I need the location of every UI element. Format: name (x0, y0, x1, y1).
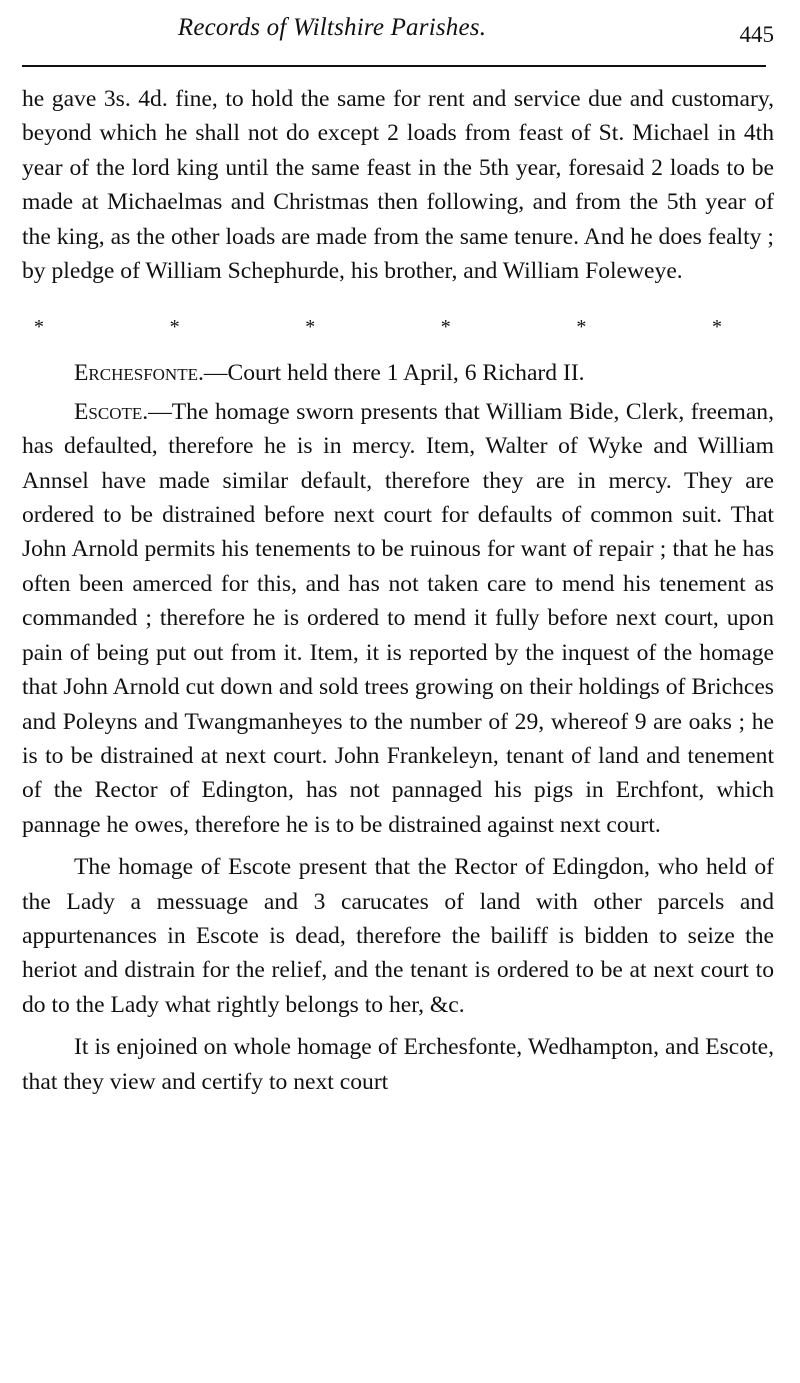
separator-star: * (711, 316, 722, 339)
body-text (22, 82, 774, 1099)
court-heading (22, 356, 774, 390)
court-place: Erchesfonte. (74, 360, 204, 387)
section-separator (22, 312, 774, 342)
separator-star: * (440, 316, 451, 339)
paragraph-text: —The homage sworn presents that William Bide, Clerk, freeman, has defaulted, therefore he is in mercy. Item, Walter of Wyke and William Annsel have made similar default, therefore they are in mercy. They are ordered to be distrained before next court for defaults of common suit. That John Arnold permits his tenements to be ruinous for want of repair ; that he has often been amerced for this, and has not taken care to mend his tenement as commanded ; therefore he is ordered to mend it fully before next court, upon pain of being put out from it. Item, it is reported by the inquest of the homage that John Arnold cut down and sold trees growing on their holdings of Brichces and Poleyns and Twangmanheyes to the number of 29, whereof 9 are oaks ; he is to be distrained at next court. John Frankeleyn, tenant of land and tenement of the Rector of Edington, has not pannaged his pigs in Erchfont, which pannage he owes, therefore he is to be distrained against next court. (22, 398, 774, 838)
header-rule (22, 65, 766, 67)
running-head (22, 8, 774, 52)
separator-star: * (34, 316, 44, 339)
paragraph-injunction: It is enjoined on whole homage of Erchesfonte, Wedhampton, and Escote, that they view and certify to next court (22, 1034, 774, 1095)
paragraph-continuation: he gave 3s. 4d. fine, to hold the same for rent and service due and customary, beyond which he shall not do except 2 loads from feast of St. Michael in 4th year of the lord king until the same feast in the 5th year, foresaid 2 loads to be made at Michaelmas and Christmas then following, and from the 5th year of the king, as the other loads are made from the same tenure. And he does fealty ; by pledge of William Schephurde, his brother, and William Foleweye. (22, 86, 774, 285)
paragraph-place: Escote. (74, 398, 149, 425)
document-page (22, 8, 774, 1095)
running-title: Records of Wiltshire Parishes. (177, 14, 487, 41)
separator-star: * (169, 316, 180, 339)
page-number: 445 (739, 22, 774, 47)
court-date: —Court held there 1 April, 6 Richard II. (203, 360, 585, 387)
separator-star: * (305, 316, 316, 339)
separator-star: * (576, 316, 587, 339)
paragraph-escote (22, 395, 774, 842)
paragraph-homage: The homage of Escote present that the Rector of Edingdon, who held of the Lady a messuage and 3 carucates of land with other parcels and appurtenances in Escote is dead, therefore the bailiff is bidden to seize the heriot and distrain for the relief, and the tenant is ordered to be at next court to do to the Lady what rightly belongs to her, &c. (22, 854, 774, 1018)
